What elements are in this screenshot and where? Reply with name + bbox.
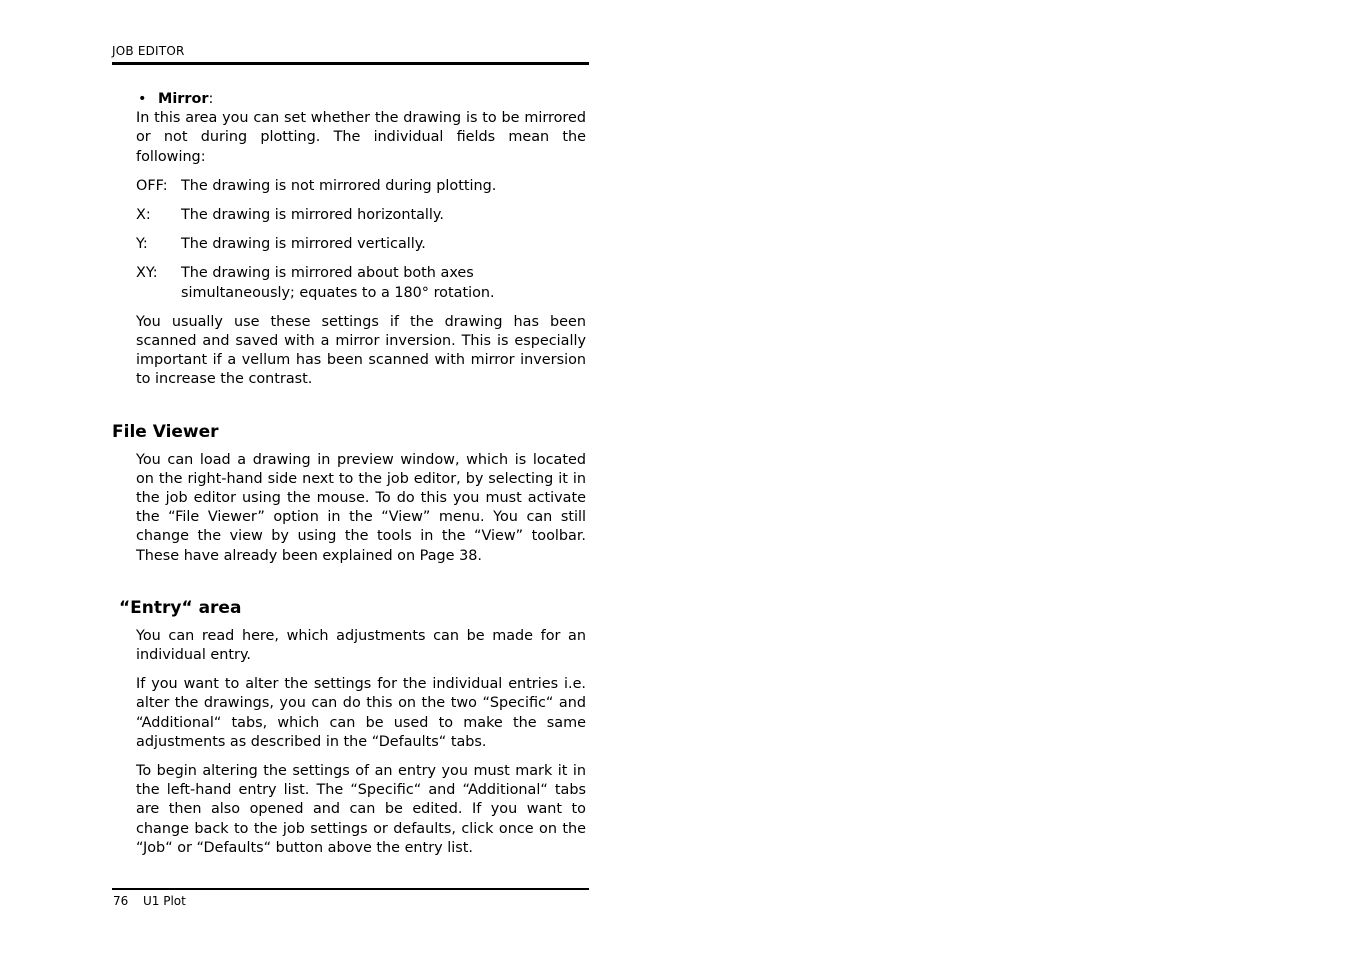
definition-desc: The drawing is not mirrored during plotting. <box>181 177 497 194</box>
running-header: JOB EDITOR <box>112 44 185 58</box>
mirror-title-colon: : <box>208 91 214 107</box>
page-number: 76 <box>113 894 129 908</box>
definition-term: OFF: <box>136 177 168 194</box>
heading-file-viewer: File Viewer <box>112 421 219 442</box>
definition-desc: The drawing is mirrored horizontally. <box>181 207 444 224</box>
definition-term: X: <box>136 207 151 224</box>
entry-paragraph: You can read here, which adjustments can be made for an individual entry. <box>136 627 586 664</box>
entry-paragraph: If you want to alter the settings for the individual entries i.e. alter the drawings, you can do this on the two “Specific“ and “Additional“ tabs, which can be used to make the same adjustments as described in the “Defaults“ tabs. <box>136 676 586 750</box>
heading-entry-area: “Entry“ area <box>119 597 242 618</box>
definition-row <box>136 264 586 302</box>
definition-row <box>136 235 586 254</box>
header-rule <box>112 62 589 65</box>
definition-term: Y: <box>136 236 148 253</box>
definition-row <box>136 206 586 225</box>
definition-desc: The drawing is mirrored vertically. <box>181 236 426 253</box>
file-viewer-body: You can load a drawing in preview window, which is located on the right-hand side next to the job editor, by selecting it in the job editor using the mouse. To do this you must activate the “File Viewer” option in the “View” menu. You can still change the view by using the tools in the “View” toolbar. These have already been explained on Page 38. <box>136 451 586 564</box>
product-name: U1 Plot <box>143 894 186 908</box>
mirror-note: You usually use these settings if the drawing has been scanned and saved with a mirror inversion. This is especially important if a vellum has been scanned with mirror inversion to increase the contrast. <box>136 313 586 388</box>
page-footer <box>113 894 186 908</box>
mirror-section <box>136 90 586 390</box>
definition-desc: The drawing is mirrored about both axes simultaneously; equates to a 180° rotation. <box>181 265 495 301</box>
definition-term: XY: <box>136 265 158 282</box>
footer-rule <box>112 888 589 890</box>
page-content <box>112 90 589 868</box>
mirror-title: Mirror <box>158 91 209 107</box>
mirror-intro: In this area you can set whether the drawing is to be mirrored or not during plotting. The individual fields mean the following: <box>136 110 586 165</box>
bullet-marker: • <box>138 91 147 107</box>
mirror-bullet-line <box>136 90 586 109</box>
entry-paragraph: To begin altering the settings of an entry you must mark it in the left-hand entry list. The “Specific“ and “Additional“ tabs are then also opened and can be edited. If you want to change back to the job settings or defaults, click once on the “Job“ or “Defaults“ button above the entry list. <box>136 763 586 856</box>
entry-area-section <box>136 627 586 858</box>
definition-row <box>136 177 586 196</box>
